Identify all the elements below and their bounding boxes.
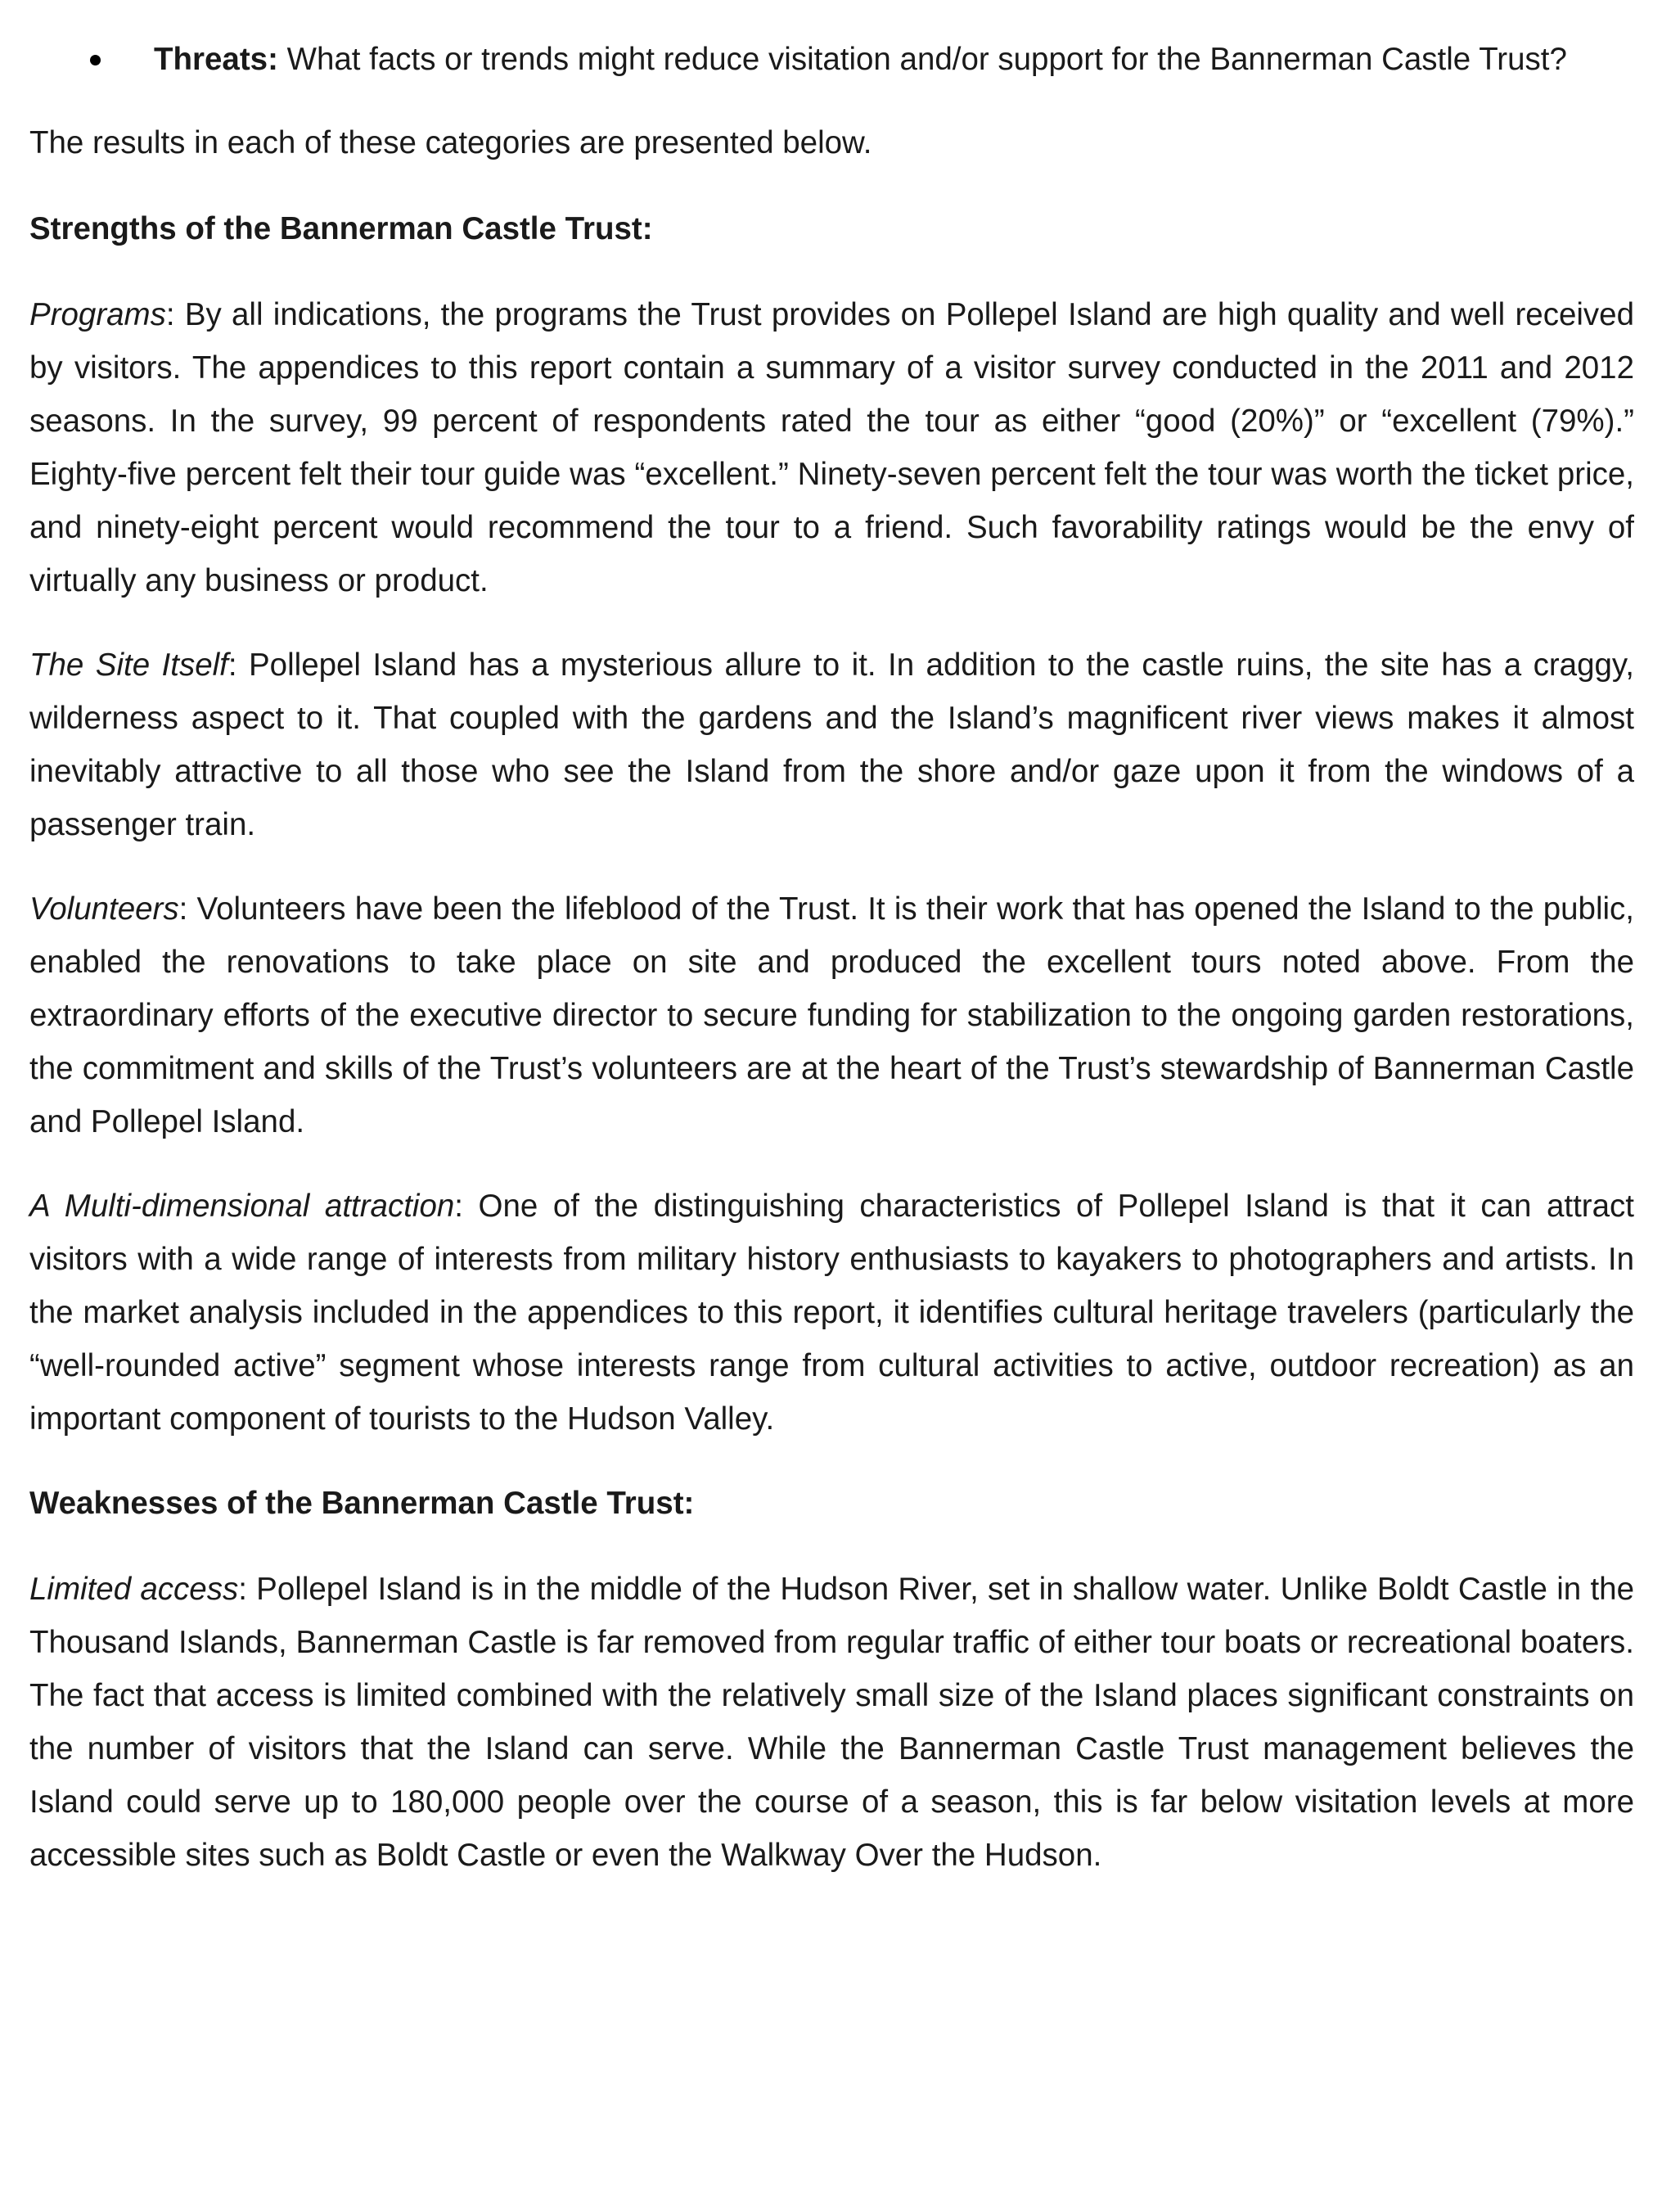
- threats-text: What facts or trends might reduce visitation and/or support for the Bannerman Castle Trust?: [277, 42, 1567, 77]
- site-itself-label: The Site Itself: [29, 647, 228, 683]
- limited-access-label: Limited access: [29, 1572, 239, 1607]
- multi-dimensional-text: : One of the distinguishing characteristics of Pollepel Island is that it can attract visitors with a wide range of interests from military history enthusiasts to kayakers to photographers and artists. In the market analysis included in the appendices to this report, it identifies cultural heritage travelers (particularly the “well-rounded active” segment whose interests range from cultural activities to active, outdoor recreation) as an important component of tourists to the Hudson Valley.: [29, 1189, 1634, 1437]
- limited-access-paragraph: [29, 1563, 1634, 1882]
- strengths-heading: Strengths of the Bannerman Castle Trust:: [29, 211, 653, 246]
- threats-bullet: [29, 33, 1634, 86]
- volunteers-label: Volunteers: [29, 891, 179, 927]
- intro-paragraph: The results in each of these categories are presented below.: [29, 125, 872, 160]
- multi-dimensional-paragraph: [29, 1180, 1634, 1446]
- volunteers-paragraph: [29, 882, 1634, 1148]
- volunteers-text: : Volunteers have been the lifeblood of the Trust. It is their work that has opened the Island to the public, enabled the renovations to take place on site and produced the excellent tours noted above. From the extraordinary efforts of the executive director to secure funding for stabilization to the ongoing garden restorations, the commitment and skills of the Trust’s volunteers are at the heart of the Trust’s stewardship of Bannerman Castle and Pollepel Island.: [29, 891, 1634, 1139]
- limited-access-text: : Pollepel Island is in the middle of the Hudson River, set in shallow water. Unlike Boldt Castle in the Thousand Islands, Bannerman Castle is far removed from regular traffic of either tour boats or recreational boaters. The fact that access is limited combined with the relatively small size of the Island places significant constraints on the number of visitors that the Island can serve. While the Bannerman Castle Trust management believes the Island could serve up to 180,000 people over the course of a season, this is far below visitation levels at more accessible sites such as Boldt Castle or even the Walkway Over the Hudson.: [29, 1572, 1634, 1873]
- programs-label: Programs: [29, 297, 166, 332]
- multi-dimensional-label: A Multi-dimensional attraction: [29, 1189, 455, 1224]
- programs-paragraph: [29, 288, 1634, 607]
- threats-label: Threats:: [154, 42, 278, 77]
- programs-text: : By all indications, the programs the Trust provides on Pollepel Island are high quality and well received by visitors. The appendices to this report contain a summary of a visitor survey conducted in the 2011 and 2012 seasons. In the survey, 99 percent of respondents rated the tour as either “good (20%)” or “excellent (79%).” Eighty-five percent felt their tour guide was “excellent.” Ninety-seven percent felt the tour was worth the ticket price, and ninety-eight percent would recommend the tour to a friend. Such favorability ratings would be the envy of virtually any business or product.: [29, 297, 1634, 598]
- site-itself-paragraph: [29, 638, 1634, 851]
- site-itself-text: : Pollepel Island has a mysterious allure to it. In addition to the castle ruins, the site has a craggy, wilderness aspect to it. That coupled with the gardens and the Island’s magnificent river views makes it almost inevitably attractive to all those who see the Island from the shore and/or gaze upon it from the windows of a passenger train.: [29, 647, 1634, 842]
- weaknesses-heading: Weaknesses of the Bannerman Castle Trust:: [29, 1486, 695, 1521]
- bullet-dot: [90, 55, 101, 65]
